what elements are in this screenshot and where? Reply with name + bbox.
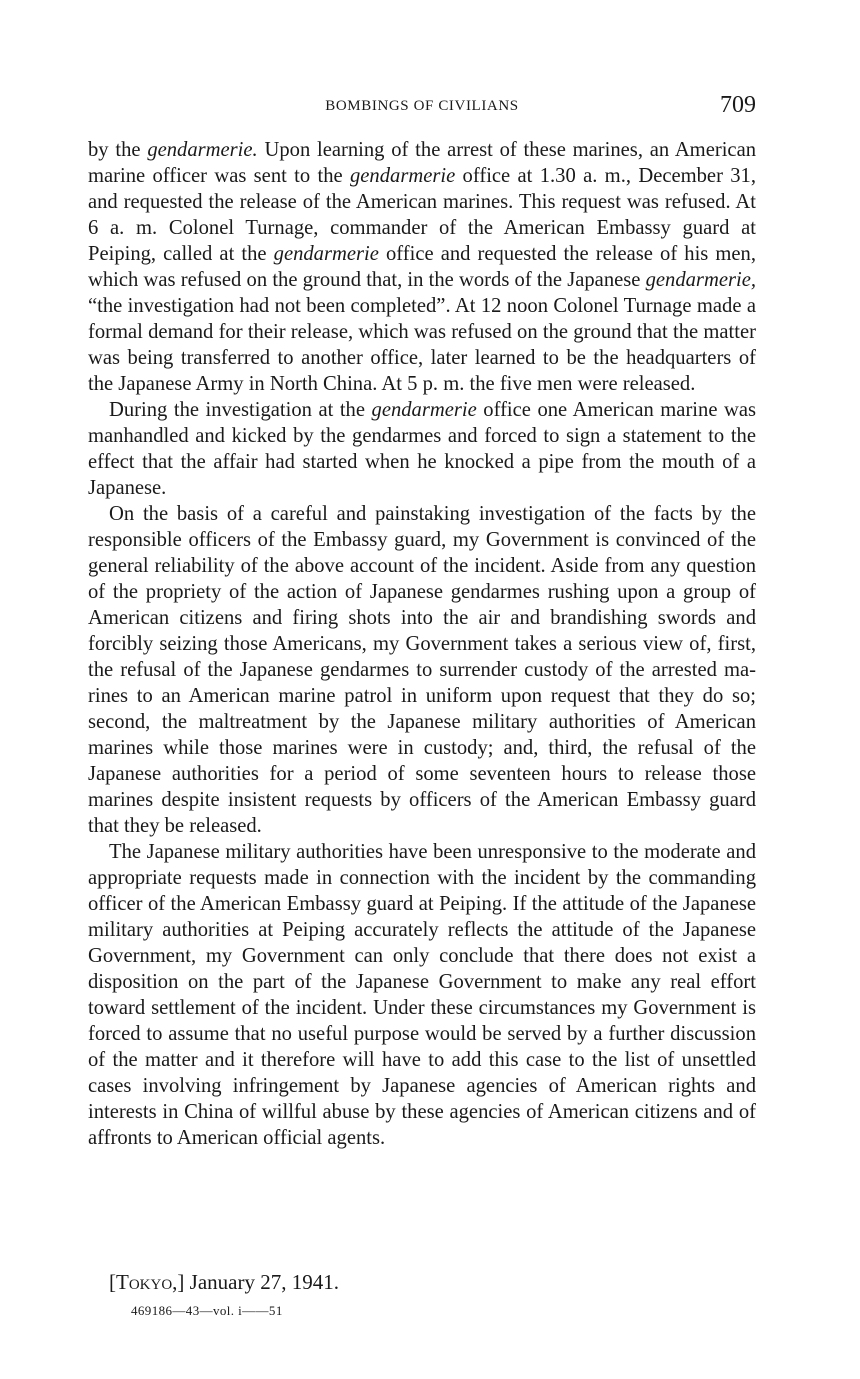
text-run: On the basis of a careful and painstaking investigation of the facts by the responsible officers of the Embassy guard, my Government is convinced of the general reliability of the above account of the incident. Aside from any question of the propriety of the action of Japanese gendarmes rushing upon a group of American citizens and firing shots into the air and brandishing swords and forcibly seizing those Americans, my Government takes a serious view of, first, the refusal of the Japanese gendarmes to surrender custody of the arrested marines to an American marine patrol in uniform upon request that they do so; second, the maltreatment by the Japanese military authorities of American marines while those marines were in custody; and, third, the refusal of the Japanese authorities for a period of some seventeen hours to release those marines despite insistent requests by officers of the American Embassy guard that they be released. — [88, 503, 756, 837]
italic-term: gendarmerie. — [147, 139, 258, 161]
text-run: office one American marine was manhandled and kicked by the gendarmes and forced to sign a statement to the effect that the affair had started when he knocked a pipe from the mouth of a Japanese. — [88, 399, 757, 499]
dateline-place: [Tokyo,] — [109, 1270, 185, 1294]
italic-term: gendarmerie — [273, 243, 379, 265]
paragraph — [88, 397, 756, 501]
page-number: 709 — [720, 92, 756, 118]
italic-term: gendarmerie — [350, 165, 456, 187]
paragraph — [88, 137, 756, 397]
text-run: The Japanese military authorities have been unresponsive to the moderate and appropriate requests made in connection with the incident by the commanding officer of the American Embassy guard at Peiping. If the attitude of the Japanese military authorities at Peiping accurately reflects the attitude of the Japanese Government, my Government can only conclude that there does not exist a disposition on the part of the Japanese Government to make any real effort toward settlement of the incident. Under these circumstances my Government is forced to assume that no useful purpose would be served by a further discussion of the matter and it therefore will have to add this case to the list of unsettled cases involving infringement by Japanese agencies of American rights and interests in China of willful abuse by these agencies of American citizens and of affronts to American official agents. — [88, 841, 756, 1149]
italic-term: gendarmerie, — [645, 269, 756, 291]
text-run: office at 1.30 a. m., December 31, and requested the release of the American marines. This request was refused. At 6 a. m. Colonel Turnage, commander of the American Embassy guard at Peiping, called at the — [88, 165, 756, 265]
paragraph — [88, 501, 756, 839]
running-head: BOMBINGS OF CIVILIANS — [325, 98, 519, 114]
page-header — [88, 92, 756, 124]
text-run: office and requested the release of his men, which was refused on the ground that, in the words of the Japanese — [88, 243, 757, 291]
text-run: During the investigation at the — [109, 399, 372, 421]
body-text — [88, 137, 756, 1151]
paragraph — [88, 839, 756, 1151]
dateline-date: January 27, 1941. — [184, 1270, 339, 1294]
dateline — [109, 1269, 339, 1295]
italic-term: gendarmerie — [371, 399, 477, 421]
text-run: “the investigation had not been completed”. At 12 noon Colonel Turnage made a formal demand for their release, which was refused on the ground that the matter was being transferred to another office, later learned to be the headquarters of the Japanese Army in North China. At 5 p. m. the five men were released. — [88, 295, 756, 395]
printer-mark: 469186—43—vol. i——51 — [131, 1303, 283, 1318]
text-run: by the — [88, 139, 148, 161]
text-run: Upon learning of the arrest of these marines, an American marine officer was sent to the — [88, 139, 757, 187]
